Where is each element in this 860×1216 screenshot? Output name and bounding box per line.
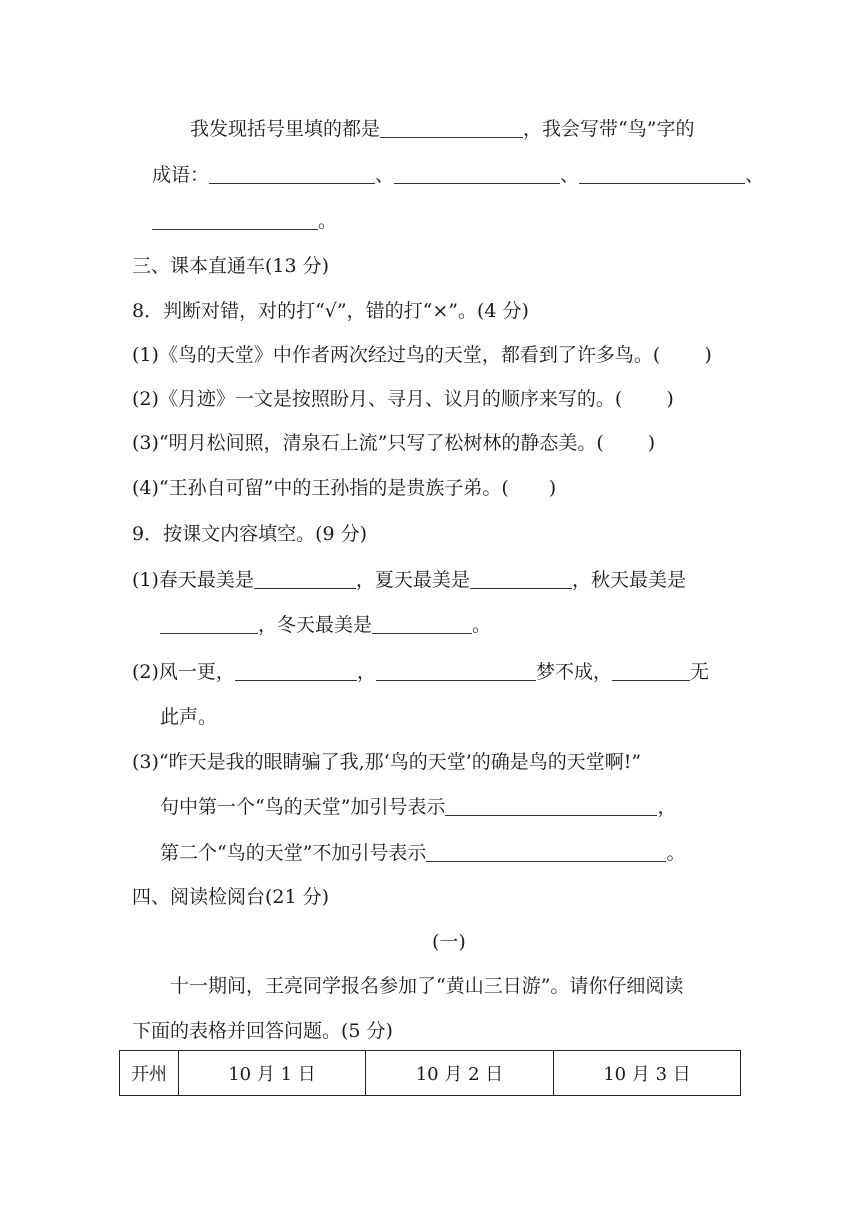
answer-blank[interactable]: [160, 613, 258, 634]
answer-blank[interactable]: [254, 568, 356, 589]
q8-item-3: [132, 430, 655, 456]
q9-item-1-line1: [132, 567, 686, 593]
table-header-cell: 10 月 2 日: [366, 1051, 554, 1096]
answer-blank[interactable]: [426, 841, 666, 862]
reading-intro-line1: 十一期间，王亮同学报名参加了“黄山三日游”。请你仔细阅读: [170, 975, 684, 997]
q9-item-1-line2: [160, 612, 491, 638]
reading-part-label: (一): [432, 931, 466, 953]
q9-text: 无: [689, 661, 709, 683]
q9-item-2-line2: 此声。: [160, 706, 218, 728]
close-paren: ): [704, 344, 712, 366]
q9-text: 。: [666, 842, 686, 864]
answer-blank[interactable]: [579, 163, 745, 184]
q7-line2: [152, 162, 764, 188]
q9-item-3-line3: [160, 840, 685, 866]
q9-text: (1)春天最美是: [132, 569, 254, 591]
q8-item-text: (3)“明月松间照，清泉石上流”只写了松树林的静态美。(: [132, 432, 604, 454]
q9-item-2-line1: [132, 659, 709, 685]
q9-item-3-line1: (3)“昨天是我的眼睛骗了我,那‘鸟的天堂’的确是鸟的天堂啊!”: [132, 751, 642, 773]
answer-blank[interactable]: [445, 795, 657, 816]
q9-title: 9．按课文内容填空。(9 分): [132, 523, 368, 545]
answer-blank[interactable]: [235, 660, 357, 681]
q8-item-text: (1)《鸟的天堂》中作者两次经过鸟的天堂，都看到了许多鸟。(: [132, 344, 661, 366]
q9-text: 梦不成，: [535, 661, 612, 683]
separator: 、: [745, 164, 765, 186]
table-row: [120, 1051, 741, 1096]
period: 。: [318, 210, 338, 232]
q8-item-text: (4)“王孙自可留”中的王孙指的是贵族子弟。(: [132, 477, 509, 499]
q8-item-1: [132, 342, 712, 368]
q8-item-4: [132, 475, 556, 501]
answer-blank[interactable]: [470, 568, 572, 589]
q7-line3: [152, 208, 337, 234]
close-paren: ): [666, 388, 674, 410]
q8-item-2: [132, 386, 674, 412]
close-paren: ): [647, 432, 656, 454]
close-paren: ): [548, 477, 557, 499]
q9-text: ，冬天最美是: [258, 614, 373, 636]
q9-text: ，: [356, 661, 376, 683]
q9-text: ，: [657, 796, 677, 818]
q7-line1: [190, 116, 694, 142]
q8-item-text: (2)《月迹》一文是按照盼月、寻月、议月的顺序来写的。(: [132, 388, 623, 410]
q9-text: ，秋天最美是: [571, 569, 686, 591]
q7-text: 成语：: [152, 164, 210, 186]
answer-blank[interactable]: [372, 613, 472, 634]
q9-text: (2)风一更，: [132, 661, 235, 683]
q8-title: 8．判断对错，对的打“√”，错的打“×”。(4 分): [132, 300, 529, 322]
answer-blank[interactable]: [152, 209, 318, 230]
q7-text: ，我会写带“鸟”字的: [523, 118, 695, 140]
answer-blank[interactable]: [376, 660, 536, 681]
table-header-cell: 10 月 3 日: [554, 1051, 741, 1096]
table-header-cell: 开州: [120, 1051, 179, 1096]
schedule-table: [119, 1050, 741, 1096]
q9-text: 。: [472, 614, 492, 636]
section3-heading: 三、课本直通车(13 分): [132, 255, 330, 277]
reading-intro-line2: 下面的表格并回答问题。(5 分): [132, 1020, 393, 1042]
section4-heading: 四、阅读检阅台(21 分): [132, 886, 330, 908]
answer-blank[interactable]: [394, 163, 560, 184]
separator: 、: [560, 164, 580, 186]
separator: 、: [375, 164, 395, 186]
answer-blank[interactable]: [380, 117, 523, 138]
q9-text: 第二个“鸟的天堂”不加引号表示: [160, 842, 427, 864]
q9-item-3-line2: [160, 794, 676, 820]
q9-text: ，夏天最美是: [355, 569, 470, 591]
table-header-cell: 10 月 1 日: [179, 1051, 366, 1096]
answer-blank[interactable]: [209, 163, 375, 184]
q7-text: 我发现括号里填的都是: [190, 118, 381, 140]
answer-blank[interactable]: [612, 660, 690, 681]
q9-text: 句中第一个“鸟的天堂”加引号表示: [160, 796, 446, 818]
